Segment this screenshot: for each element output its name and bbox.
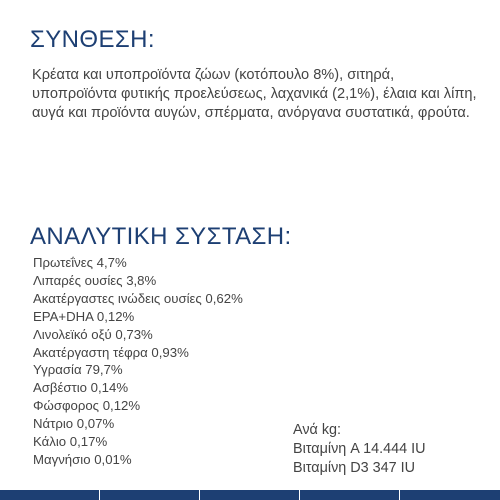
vitamin-a-line: Βιταμίνη A 14.444 IU bbox=[293, 441, 426, 457]
list-item: Ακατέργαστες ινώδεις ουσίες 0,62% bbox=[33, 290, 243, 306]
per-kg-label: Ανά kg: bbox=[293, 422, 342, 438]
list-item: Ακατέργαστη τέφρα 0,93% bbox=[33, 344, 189, 360]
per-kg-block bbox=[293, 421, 426, 478]
list-item: Ασβέστιο 0,14% bbox=[33, 380, 129, 396]
list-item: Πρωτεΐνες 4,7% bbox=[33, 255, 127, 270]
list-item: Υγρασία 79,7% bbox=[33, 362, 123, 378]
composition-heading: ΣΥΝΘΕΣΗ: bbox=[30, 26, 155, 53]
footer-bar bbox=[0, 490, 500, 500]
list-item: Κάλιο 0,17% bbox=[33, 434, 108, 450]
composition-text: Κρέατα και υποπροϊόντα ζώων (κοτόπουλο 8%), σιτηρά, υποπροϊόντα φυτικής προελεύσεως, λαχανικά (2,1%), έλαια και λίπη, αυγά και προϊόντα αυγών, σπέρματα, ανόργανα συστατικά, φρούτα. bbox=[32, 67, 477, 121]
footer-divider bbox=[399, 490, 400, 500]
list-item: Φώσφορος 0,12% bbox=[33, 398, 141, 414]
vitamin-d3-line: Βιταμίνη D3 347 IU bbox=[293, 460, 416, 476]
analysis-heading: ΑΝΑΛΥΤΙΚΗ ΣΥΣΤΑΣΗ: bbox=[30, 223, 292, 250]
list-item: Λινολεϊκό οξύ 0,73% bbox=[33, 326, 153, 342]
footer-divider bbox=[199, 490, 200, 500]
list-item: Νάτριο 0,07% bbox=[33, 416, 115, 432]
footer-divider bbox=[299, 490, 300, 500]
list-item: Μαγνήσιο 0,01% bbox=[33, 451, 132, 467]
list-item: Λιπαρές ουσίες 3,8% bbox=[33, 272, 157, 288]
list-item: EPA+DHA 0,12% bbox=[33, 308, 135, 324]
analysis-list bbox=[33, 254, 243, 469]
footer-divider bbox=[99, 490, 100, 500]
